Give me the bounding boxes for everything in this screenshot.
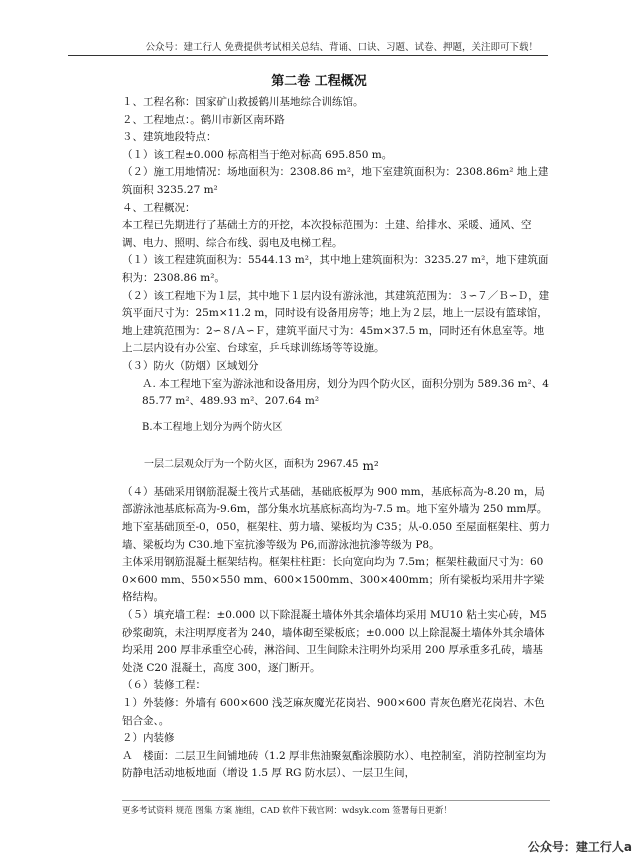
paragraph-project-name: １、工程名称：国家矿山救援鹤川基地综合训练馆。 <box>122 96 364 108</box>
paragraph-site-area: （２）施工用地情况：场地面积为：2308.86 m²，地下室建筑面积为：2308.86m² 地上建筑面积 3235.27 m² <box>122 166 549 196</box>
fire-zone-area-unit: m² <box>362 459 379 474</box>
spacer <box>122 436 550 456</box>
watermark: 公众号：建工行人a <box>527 840 632 854</box>
paragraph-floor-finish: Ａ 楼面：二层卫生间铺地砖（1.2 厚非焦油聚氨酯涂膜防水）、电控制室，消防控制室均为防静电活动地板地面（增设 1.5 厚 RG 防水层）、一层卫生间， <box>122 749 547 780</box>
header-divider <box>68 55 548 56</box>
fire-zone-area-text: 一层二层观众厅为一个防火区，面积为 2967.45 <box>144 459 359 471</box>
page-header: 公众号：建工行人 免费提供考试相关总结、背诵、口诀、习题、试卷、押题，关注即可下载！ <box>145 42 538 53</box>
document-body <box>122 94 550 783</box>
paragraph-site-features: ３、建筑地段特点： <box>122 131 217 144</box>
page-title: 第二卷 工程概况 <box>271 74 367 89</box>
paragraph-fire-zone-a: Ａ. 本工程地下室为游泳池和设备用房，划分为四个防火区，面积分别为 589.36 m²、485.77 m²、489.93 m²、207.64 m² <box>142 377 549 408</box>
paragraph-fire-zone-area <box>122 456 550 476</box>
paragraph-decoration-heading: （６）装修工程： <box>122 679 206 692</box>
paragraph-overview-heading: ４、工程概况： <box>122 201 196 214</box>
paragraph-floors: （２）该工程地下为１层，其中地下１层内设有游泳池，其建筑范围为：３∽７／Ｂ∽Ｄ，建筑平面尺寸为：25m×11.2 m，同时设有设备用房等；地上为２层，地上一层设有篮球馆，地上建筑范围为：2∽８/Ａ∽Ｆ，建筑平面尺寸为：45m×37.5 m，同时还有休息室等。地上二层内设有办公室、台球室，乒乓球训练场等等设施。 <box>122 289 550 355</box>
spacer <box>122 476 550 484</box>
paragraph-interior-decoration: ２）内装修 <box>122 732 175 745</box>
paragraph-fire-zones-heading: （３）防火（防烟）区域划分 <box>122 359 259 372</box>
paragraph-fire-zone-b: B.本工程地上划分为两个防火区 <box>142 421 283 433</box>
paragraph-elevation: （１）该工程±0.000 标高相当于绝对标高 695.850 m。 <box>122 148 393 161</box>
paragraph-project-location: ２、工程地点：。鹤川市新区南环路 <box>122 113 285 126</box>
footer-divider <box>122 800 550 801</box>
spacer <box>122 411 550 419</box>
paragraph-foundation: （４）基础采用钢筋混凝土筏片式基础，基础底板厚为 900 mm，基底标高为-8.20 m，局部游泳池基底标高为-9.6m，部分集水坑基底标高均为-7.5 m。地下室外墙为 250 mm厚。地下室基础顶至-0，050，框架柱、剪力墙、梁板均为 C35；从-0.050 至屋面框架柱、剪力墙、梁板均为 C30.地下室抗渗等级为 P6,而游泳池抗渗等级为 P8。 <box>122 485 550 551</box>
paragraph-bid-scope: 本工程已先期进行了基础土方的开挖，本次投标范围为：土建、给排水、采暖、通风、空调、电力、照明、综合布线、弱电及电梯工程。 <box>122 219 532 249</box>
paragraph-building-area: （１）该工程建筑面积为：5544.13 m²，其中地上建筑面积为：3235.27 m²，地下建筑面积为：2308.86 m²。 <box>122 254 549 284</box>
paragraph-structure: 主体采用钢筋混凝土框架结构。框架柱柱距：长向宽向均为 7.5m；框架柱截面尺寸为：600×600 mm、550×550 mm、600×1500mm、300×400mm；所有梁板均采用井字梁格结构。 <box>122 556 545 604</box>
paragraph-exterior-decoration: １）外装修：外墙有 600×600 浅芝麻灰魔光花岗岩、900×600 青灰色磨光花岗岩、木色铝合金、。 <box>122 697 545 727</box>
paragraph-infill-walls: （５）填充墙工程：±0.000 以下除混凝土墙体外其余墙体均采用 MU10 粘土实心砖，M5 砂浆砌筑，未注明厚度者为 240，墙体砌至梁板底；±0.000 以上除混凝土墙体外其余墙体均采用 200 厚非承重空心砖，淋浴间、卫生间除未注明外均采用 200 厚承重多孔砖，墙基处浇 C20 混凝土，高度 300，逐门断开。 <box>122 609 551 674</box>
page-footer: 更多考试资料 规范 图集 方案 施组，CAD 软件下载官网：wdsyk.com 签署每日更新！ <box>122 806 452 816</box>
